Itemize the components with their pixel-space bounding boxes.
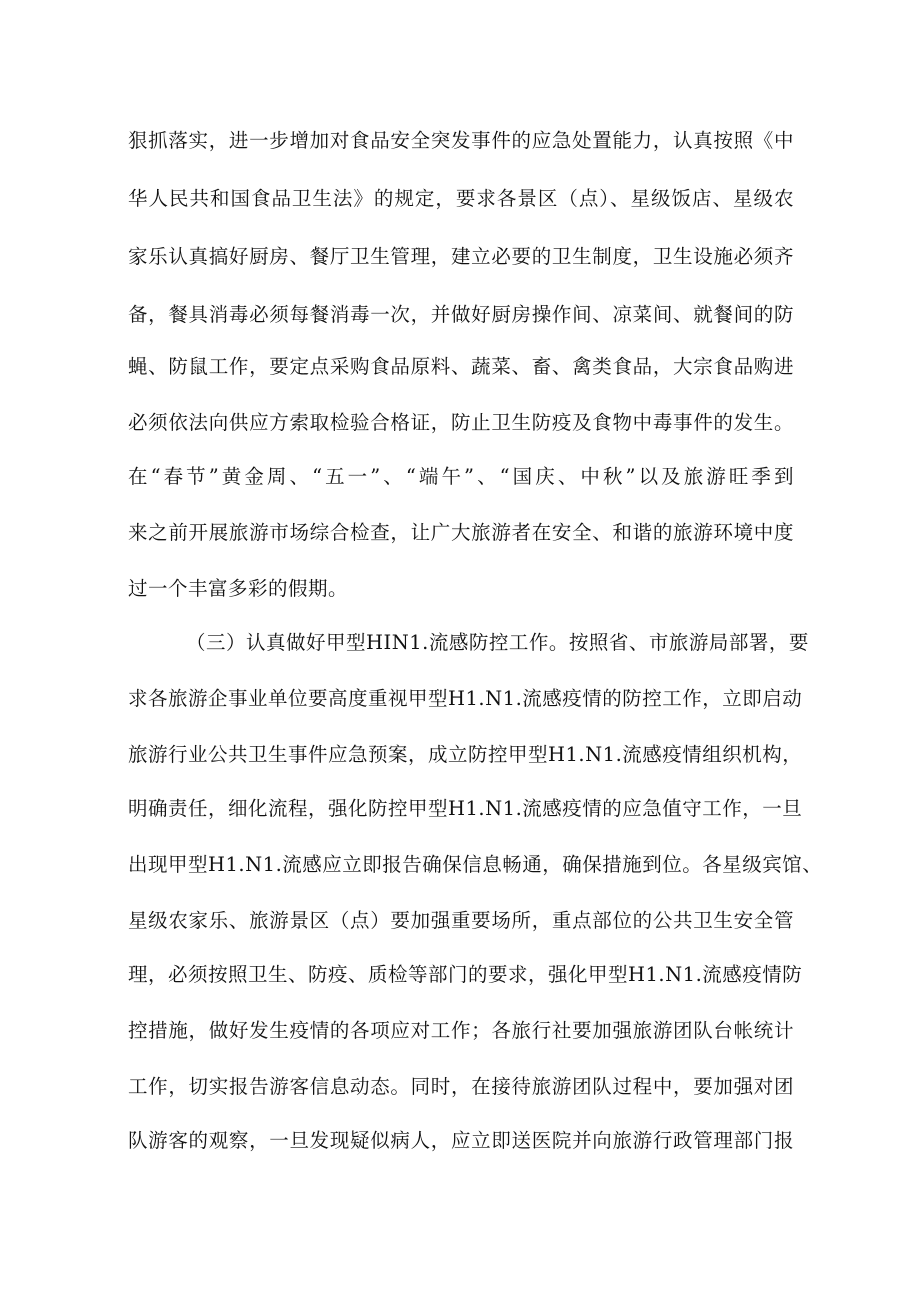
paragraph-line-13: 明确责任，细化流程，强化防控甲型H1.N1.流感疫情的应急值守工作，一旦: [128, 797, 803, 820]
paragraph-line-17: 控措施，做好发生疫情的各项应对工作；各旅行社要加强旅游团队台帐统计: [128, 1019, 794, 1042]
paragraph-line-7: 在“春节”黄金周、“五一”、“端午”、“国庆、中秋”以及旅游旺季到: [128, 465, 794, 488]
paragraph-line-2: 华人民共和国食品卫生法》的规定，要求各景区（点）、星级饭店、星级农: [128, 187, 794, 210]
paragraph-line-15: 星级农家乐、旅游景区（点）要加强重要场所，重点部位的公共卫生安全管: [128, 909, 794, 932]
paragraph-line-18: 工作，切实报告游客信息动态。同时，在接待旅游团队过程中，要加强对团: [128, 1075, 794, 1098]
paragraph-line-6: 必须依法向供应方索取检验合格证，防止卫生防疫及食物中毒事件的发生。: [128, 411, 794, 434]
paragraph-line-19: 队游客的观察，一旦发现疑似病人，应立即送医院并向旅游行政管理部门报: [128, 1129, 794, 1152]
paragraph-line-16: 理，必须按照卫生、防疫、质检等部门的要求，强化甲型H1.N1.流感疫情防: [128, 963, 803, 986]
paragraph-line-3: 家乐认真搞好厨房、餐厅卫生管理，建立必要的卫生制度，卫生设施必须齐: [128, 245, 794, 268]
paragraph-line-1: 狠抓落实，进一步增加对食品安全突发事件的应急处置能力，认真按照《中: [128, 129, 794, 152]
paragraph-line-4: 备，餐具消毒必须每餐消毒一次，并做好厨房操作间、凉菜间、就餐间的防: [128, 303, 794, 326]
paragraph-line-11: 求各旅游企事业单位要高度重视甲型H1.N1.流感疫情的防控工作，立即启动: [128, 687, 803, 710]
paragraph-line-8: 来之前开展旅游市场综合检查，让广大旅游者在安全、和谐的旅游环境中度: [128, 521, 794, 544]
paragraph-line-5: 蝇、防鼠工作，要定点采购食品原料、蔬菜、畜、禽类食品，大宗食品购进: [128, 355, 794, 378]
paragraph-line-9: 过一个丰富多彩的假期。: [128, 577, 349, 600]
section-heading-line: （三）认真做好甲型HIN1.流感防控工作。按照省、市旅游局部署，要: [186, 631, 809, 654]
paragraph-line-12: 旅游行业公共卫生事件应急预案，成立防控甲型H1.N1.流感疫情组织机构，: [128, 743, 803, 766]
paragraph-line-14: 出现甲型H1.N1.流感应立即报告确保信息畅通，确保措施到位。各星级宾馆、: [128, 853, 823, 876]
